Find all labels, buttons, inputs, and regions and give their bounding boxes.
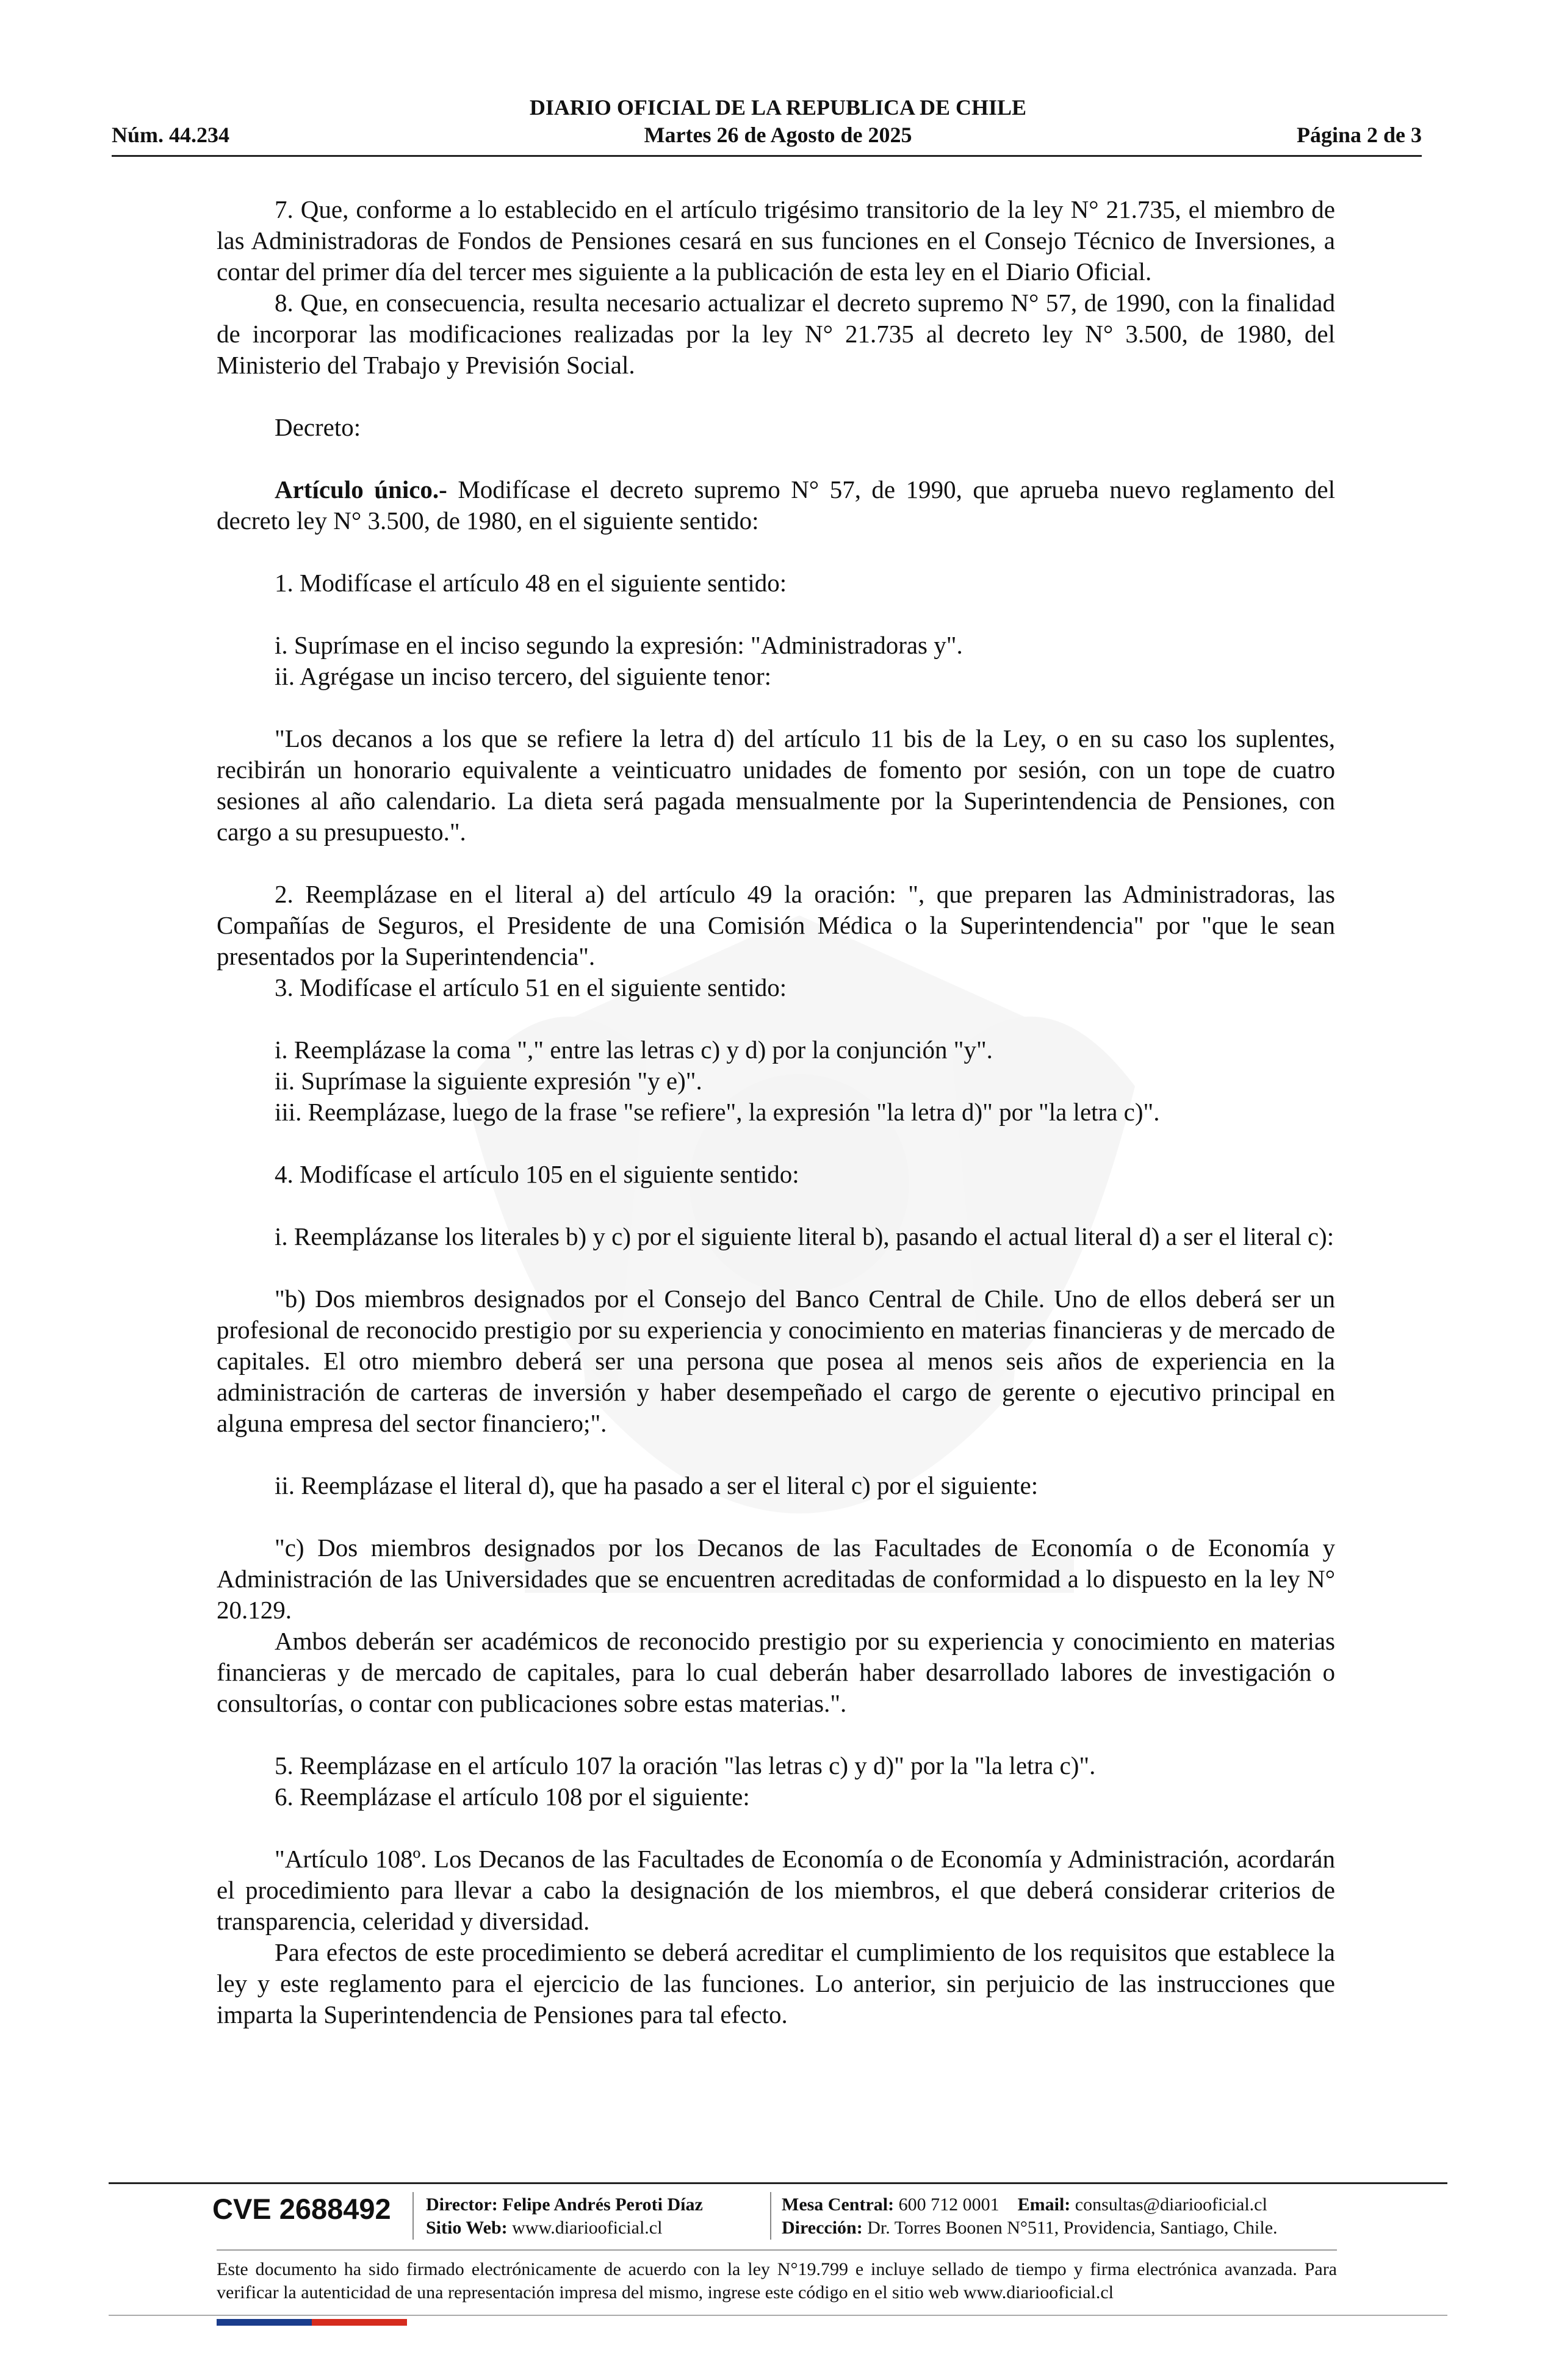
item-4-ii: ii. Reemplázase el literal d), que ha pasado a ser el literal c) por el siguiente:: [275, 1471, 1039, 1499]
single-article: [217, 474, 1335, 536]
footer-contact-right: [782, 2193, 1278, 2240]
website-line: Sitio Web: www.diariooficial.cl: [426, 2218, 663, 2238]
gazette-title: DIARIO OFICIAL DE LA REPUBLICA DE CHILE: [529, 95, 1027, 120]
item-4: 4. Modifícase el artículo 105 en el siguiente sentido:: [275, 1160, 799, 1188]
email-link[interactable]: consultas@diariooficial.cl: [1075, 2194, 1267, 2215]
item-3-i: i. Reemplázase la coma "," entre las letras c) y d) por la conjunción "y".: [275, 1036, 993, 1064]
item-2: 2. Reemplázase en el literal a) del artículo 49 la oración: ", que preparen las Administradoras, las Compañías de Seguros, el Presidente de una Comisión Médica o la Superintendencia" por "que le sean presentados por la Superintendencia".: [217, 880, 1335, 970]
issue-date: Martes 26 de Agosto de 2025: [644, 123, 912, 147]
issue-number: Núm. 44.234: [112, 123, 230, 147]
flag-red-segment: [312, 2319, 407, 2326]
recital-7: 7. Que, conforme a lo establecido en el artículo trigésimo transitorio de la ley N° 21.735, el miembro de las Administradoras de Fondos de Pensiones cesará en sus funciones en el Consejo Técnico de Inversiones, a contar del primer día del tercer mes siguiente a la publicación de esta ley en el Diario Oficial.: [217, 195, 1335, 286]
item-1-ii: ii. Agrégase un inciso tercero, del siguiente tenor:: [275, 662, 772, 690]
phone-number: 600 712 0001: [898, 2194, 1000, 2215]
flag-stripe: [217, 2319, 407, 2326]
item-6-quote-cont: Para efectos de este procedimiento se deberá acreditar el cumplimiento de los requisitos que establece la ley y este reglamento para el ejercicio de las funciones. Lo anterior, sin perjuicio de las instrucciones que imparta la Superintendencia de Pensiones para tal efecto.: [217, 1938, 1335, 2028]
footer-divider: [109, 2182, 1447, 2184]
item-1-i: i. Suprímase en el inciso segundo la expresión: "Administradoras y".: [275, 631, 963, 659]
page-number: Página 2 de 3: [1296, 123, 1422, 147]
item-3-ii: ii. Suprímase la siguiente expresión "y e)".: [275, 1067, 702, 1095]
footer-contact-left: [426, 2193, 703, 2240]
decree-heading: Decreto:: [275, 413, 361, 441]
cve-code: CVE 2688492: [212, 2193, 391, 2225]
item-6-quote: "Artículo 108º. Los Decanos de las Facultades de Economía o de Economía y Administración, acordarán el procedimiento para llevar a cabo la designación de los miembros, el que deberá considerar criterios de transparencia, celeridad y diversidad.: [217, 1845, 1335, 1935]
address-line: Dirección: Dr. Torres Boonen N°511, Providencia, Santiago, Chile.: [782, 2218, 1278, 2238]
item-6: 6. Reemplázase el artículo 108 por el siguiente:: [275, 1783, 750, 1811]
address: Dr. Torres Boonen N°511, Providencia, Santiago, Chile.: [867, 2218, 1278, 2238]
director-name: Felipe Andrés Peroti Díaz: [502, 2194, 703, 2215]
item-4-i: i. Reemplázanse los literales b) y c) por el siguiente literal b), pasando el actual literal d) a ser el literal c):: [275, 1222, 1334, 1250]
phone-email-line: Mesa Central: 600 712 0001 Email: consultas@diariooficial.cl: [782, 2194, 1267, 2215]
item-1: 1. Modifícase el artículo 48 en el siguiente sentido:: [275, 569, 787, 597]
single-article-label: Artículo único.-: [275, 475, 447, 503]
signature-notice: Este documento ha sido firmado electrónicamente de acuerdo con la ley N°19.799 e incluye sellado de tiempo y firma electrónica avanzada. Para verificar la autenticidad de una representación impresa del mismo, ingrese este código en el sitio web www.diariooficial.cl: [217, 2259, 1337, 2302]
item-4-quote-b: "b) Dos miembros designados por el Consejo del Banco Central de Chile. Uno de ellos deberá ser un profesional de reconocido prestigio por su experiencia y conocimiento en materias financieras y de mercado de capitales. El otro miembro deberá ser una persona que posea al menos seis años de experiencia en la administración de carteras de inversión y haber desempeñado el cargo de gerente o ejecutivo principal en alguna empresa del sector financiero;".: [217, 1285, 1335, 1437]
footer-separator: [770, 2192, 771, 2240]
director-line: Director: Felipe Andrés Peroti Díaz: [426, 2194, 703, 2215]
item-4-quote-c-cont: Ambos deberán ser académicos de reconocido prestigio por su experiencia y conocimiento en materias financieras y de mercado de capitales, para lo cual deberán haber desarrollado labores de investigación o consultorías, o contar con publicaciones sobre estas materias.".: [217, 1627, 1335, 1717]
header-divider: [112, 155, 1422, 157]
item-3: 3. Modifícase el artículo 51 en el siguiente sentido:: [275, 973, 787, 1001]
flag-blue-segment: [217, 2319, 312, 2326]
footer-separator: [412, 2192, 414, 2240]
recital-8: 8. Que, en consecuencia, resulta necesario actualizar el decreto supremo N° 57, de 1990, con la finalidad de incorporar las modificaciones realizadas por la ley N° 21.735 al decreto ley N° 3.500, de 1980, del Ministerio del Trabajo y Previsión Social.: [217, 289, 1335, 379]
item-5: 5. Reemplázase en el artículo 107 la oración "las letras c) y d)" por la "la letra c)".: [275, 1751, 1096, 1780]
item-1-quote: "Los decanos a los que se refiere la letra d) del artículo 11 bis de la Ley, o en su caso los suplentes, recibirán un honorario equivalente a veinticuatro unidades de fomento por sesión, con un tope de cuatro sesiones al año calendario. La dieta será pagada mensualmente por la Superintendencia de Pensiones, con cargo a su presupuesto.".: [217, 724, 1335, 846]
footer-inner-divider: [217, 2249, 1337, 2251]
item-4-quote-c: "c) Dos miembros designados por los Decanos de las Facultades de Economía o de Economía y Administración de las Universidades que se encuentren acreditadas de conformidad a lo dispuesto en la ley N° 20.129.: [217, 1534, 1335, 1624]
website-link[interactable]: www.diariooficial.cl: [512, 2218, 663, 2238]
single-article-text: Modifícase el decreto supremo N° 57, de 1990, que aprueba nuevo reglamento del decreto ley N° 3.500, de 1980, en el siguiente sentido:: [217, 475, 1336, 535]
footer-bottom-divider: [109, 2315, 1447, 2316]
document-body: [217, 194, 1335, 2030]
item-3-iii: iii. Reemplázase, luego de la frase "se refiere", la expresión "la letra d)" por "la letra c)".: [275, 1098, 1160, 1126]
